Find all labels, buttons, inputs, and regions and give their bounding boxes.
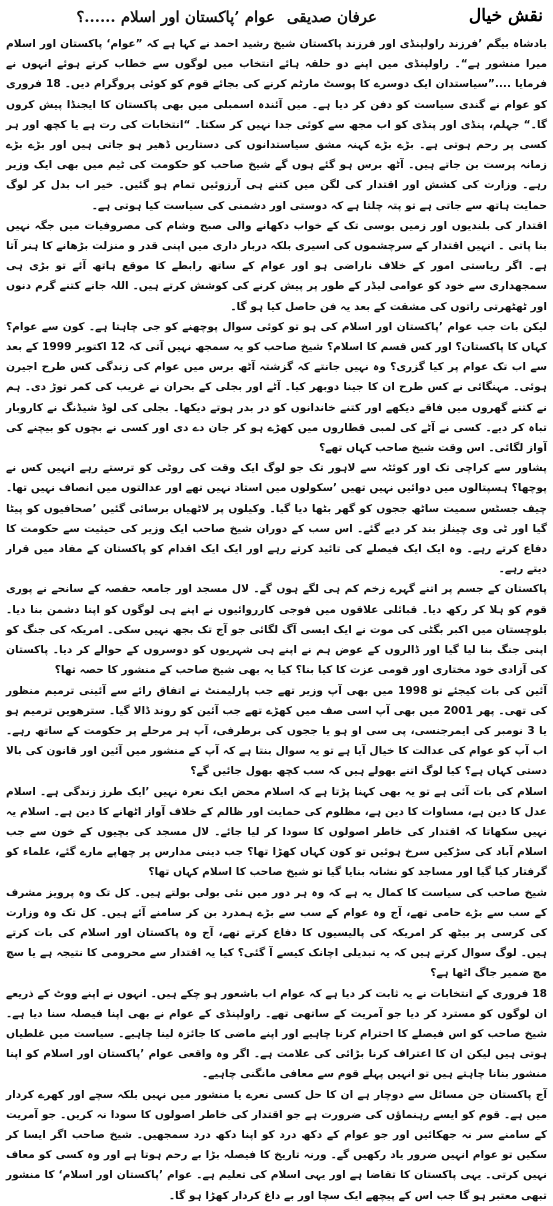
author-name: عرفان صدیقی (286, 8, 377, 26)
article-paragraph: آج پاکستان جن مسائل سے دوچار ہے ان کا حل کسی نعرے یا منشور میں نہیں بلکہ سچے اور کھرے کردار میں ہے۔ قوم کو ایسے رہنماؤں کی ضرورت ہے جو اقتدار کی خاطر اصولوں کا سودا نہ کریں۔ جو آمریت کے سامنے سر نہ جھکائیں اور جو عوام کے دکھ درد کو اپنا دکھ درد سمجھیں۔ شیخ صاحب اگر ایسا کر سکیں تو عوام انہیں ضرور یاد رکھیں گے۔ ورنہ تاریخ کا فیصلہ بڑا بے رحم ہوتا ہے اور وہ کسی کو معاف نہیں کرتی۔ یہی پاکستان کا تقاضا ہے اور یہی اسلام کی تعلیم ہے۔ عوام ’پاکستان اور اسلام‘ کا منشور تبھی معتبر ہو گا جب اس کے پیچھے ایک سچا اور بے داغ کردار کھڑا ہو گا۔ (6, 1088, 547, 1202)
article-paragraph: آئین کی بات کیجئے تو 1998 میں بھی آپ وزیر تھے جب پارلیمنٹ نے اتفاق رائے سے آئینی ترمیم منظور کی تھی۔ پھر 2001 میں بھی آپ اسی صف میں کھڑے تھے جب آئین کو روند ڈالا گیا۔ سترھویں ترمیم ہو یا 3 نومبر کی ایمرجنسی، پی سی او ہو یا ججوں کی برطرفی، آپ ہر مرحلے پر حکومت کے ساتھ رہے۔ اب آپ کو عوام کی عدالت کا خیال آیا ہے تو یہ سوال بنتا ہے کہ آپ کے منشور میں آئین اور قانون کی بالا دستی کہاں ہے؟ کیا لوگ اتنے بھولے ہیں کہ سب کچھ بھول جائیں گے؟ (6, 684, 548, 778)
column-name: نقش خیال (468, 6, 543, 26)
title-block (76, 8, 377, 26)
article-paragraph: اسلام کی بات آئی ہے تو یہ بھی کہنا پڑتا ہے کہ اسلام محض ایک نعرہ نہیں ’ایک طرز زندگی ہے۔ اسلام عدل کا دین ہے، مساوات کا دین ہے، مظلوم کی حمایت اور ظالم کے خلاف آواز اٹھانے کا دین ہے۔ اسلام یہ نہیں سکھاتا کہ اقتدار کی خاطر اصولوں کا سودا کر لیا جائے۔ لال مسجد کی بچیوں کے خون سے جب اسلام آباد کی سڑکیں سرخ ہوئیں تو کون کہاں کھڑا تھا؟ جب دینی مدارس پر چھاپے مارے گئے، علماء کو گرفتار کیا گیا اور مساجد کو نشانہ بنایا گیا تو شیخ صاحب کا اسلام کہاں تھا؟ (6, 785, 547, 879)
article-paragraph: 18 فروری کے انتخابات نے یہ ثابت کر دیا ہے کہ عوام اب باشعور ہو چکے ہیں۔ انہوں نے اپنے ووٹ کے ذریعے ان لوگوں کو مسترد کر دیا جو آمریت کے ساتھی تھے۔ راولپنڈی کے عوام نے بھی اپنا فیصلہ سنا دیا ہے۔ شیخ صاحب کو اس فیصلے کا احترام کرنا چاہیے اور اپنے ماضی کا جائزہ لینا چاہیے۔ سیاست میں غلطیاں ہوتی ہیں لیکن ان کا اعتراف کرنا بڑائی کی علامت ہے۔ اگر وہ واقعی عوام ’پاکستان اور اسلام کو اپنا منشور بنانا چاہتے ہیں تو انہیں پہلے قوم سے معافی مانگنی چاہیے۔ (6, 987, 547, 1081)
article-headline: عوام ’پاکستان اور اسلام ......؟ (76, 8, 275, 26)
article-paragraph: پاکستان کے جسم پر اتنے گہرے زخم کم ہی لگے ہوں گے۔ لال مسجد اور جامعہ حفصہ کے سانحے نے پوری قوم کو ہلا کر رکھ دیا۔ قبائلی علاقوں میں فوجی کارروائیوں نے اپنے ہی لوگوں کو اپنا دشمن بنا دیا۔ بلوچستان میں اکبر بگٹی کی موت نے ایک ایسی آگ لگائی جو آج تک بجھ نہیں سکی۔ امریکہ کی جنگ کو اپنی جنگ بنا لیا گیا اور ڈالروں کے عوض ہم نے اپنے ہی شہریوں کو دوسروں کے حوالے کر دیا۔ پاکستان کی آزادی خود مختاری اور قومی عزت کا کیا بنا؟ کیا یہ بھی شیخ صاحب کے منشور کا حصہ تھا؟ (6, 583, 547, 677)
article-paragraph: پشاور سے کراچی تک اور کوئٹہ سے لاہور تک جو لوگ ایک وقت کی روٹی کو ترستے رہے انہیں کس نے پوچھا؟ ہسپتالوں میں دوائیں نہیں تھیں ’سکولوں میں استاد نہیں تھے اور عدالتوں میں انصاف نہیں تھا۔ چیف جسٹس سمیت ساٹھ ججوں کو گھر بٹھا دیا گیا۔ وکیلوں پر لاٹھیاں برسائی گئیں ’صحافیوں کو پیٹا گیا اور ٹی وی چینلز بند کر دیے گئے۔ اس سب کے دوران شیخ صاحب ایک وزیر کی حیثیت سے حکومت کا دفاع کرتے رہے۔ وہ ایک ایک فیصلے کی تائید کرتے رہے اور ایک ایک اقدام کو پاکستان کے مفاد میں قرار دیتے رہے۔ (6, 462, 547, 576)
article-body (6, 34, 548, 1202)
article-paragraph: اقتدار کی بلندیوں اور زمیں بوسی تک کے خواب دکھانے والی صبح وشام کی مصروفیات میں جگہ نہیں بنا پاتی ۔ انہیں اقتدار کے سرچشموں کی اسیری بلکہ دربار داری میں اپنی قدر و منزلت بڑھانے کا ہنر آتا ہے۔ اگر ریاستی امور کے خلاف ناراضی ہو اور عوام کے ساتھ رابطے کا موقع ہاتھ آئے تو بڑی ہی سمجھداری سے خود کو عوامی لیڈر کے طور پر پیش کرنے کی کوشش کرتے ہیں۔ اللہ جانے کتنے گرم دنوں اور ٹھٹھرتی راتوں کی مشقت کے بعد یہ فن حاصل کیا ہو گا۔ (6, 219, 547, 313)
article-paragraph: لیکن بات جب عوام ’پاکستان اور اسلام کی ہو تو کوئی سوال پوچھنے کو جی چاہتا ہے۔ کون سے عوام؟ کہاں کا پاکستان؟ اور کس قسم کا اسلام؟ شیخ صاحب کو یہ سمجھ نہیں آتی کہ 12 اکتوبر 1999 کے بعد سے اب تک عوام پر کیا گزری؟ وہ نہیں جانتے کہ گزشتہ آٹھ برس میں عوام کی زندگی کس طرح اجیرن ہوئی۔ مہنگائی نے کس طرح ان کا جینا دوبھر کیا۔ آٹے اور بجلی کے بحران نے غریب کی کمر توڑ دی۔ ہم نے کتنے گھروں میں فاقے دیکھے اور کتنے خاندانوں کو در بدر ہوتے دیکھا۔ بجلی کی لوڈ شیڈنگ نے کاروبار تباہ کر دیے۔ کسی نے آٹے کی لمبی قطاروں میں کھڑے ہو کر جان دے دی اور کسی نے بچوں کو بیچنے کی آواز لگائی۔ اس وقت شیخ صاحب کہاں تھے؟ (6, 320, 547, 455)
column-header (6, 4, 547, 34)
article-paragraph: شیخ صاحب کی سیاست کا کمال یہ ہے کہ وہ ہر دور میں نئی بولی بولتے ہیں۔ کل تک وہ پرویز مشرف کے سب سے بڑے حامی تھے، آج وہ عوام کے سب سے بڑے ہمدرد بن کر سامنے آئے ہیں۔ کل تک وہ وزارت کی کرسی پر بیٹھ کر امریکہ کی پالیسیوں کا دفاع کرتے تھے، آج وہ پاکستان اور اسلام کی بات کرتے ہیں۔ لوگ سوال کرتے ہیں کہ یہ تبدیلی اچانک کیسے آ گئی؟ کیا یہ اقتدار سے محرومی کا نتیجہ ہے یا سچ مچ ضمیر جاگ اٹھا ہے؟ (6, 886, 547, 980)
article-paragraph: بادشاہ بیگم ’فرزند راولپنڈی اور فرزند پاکستان شیخ رشید احمد نے کہا ہے کہ ”عوام‘ پاکستان اور اسلام میرا منشور ہے“۔ راولپنڈی میں اپنے دو حلقہ ہائے انتخاب میں لوگوں سے خطاب کرتے ہوئے انہوں نے فرمایا ....”سیاستدان ایک دوسرے کا پوسٹ مارٹم کرنے کی بجائے قوم کو کوئی پروگرام دیں۔ 18 فروری کو عوام نے گندی سیاست کو دفن کر دیا ہے۔ میں آئندہ اسمبلی میں بھی پاکستان کا ایجنڈا پیش کروں گا۔“ جہلم، پنڈی اور پنڈی کو اب مجھ سے کوئی جدا نہیں کر سکتا۔ “انتخابات کی رت ہے یا کچھ اور ہر کسی پر رحم ہوتی ہے۔ بڑے بڑے کہنہ مشق سیاستدانوں کی دستاریں ڈھیر ہو جاتی ہیں اور بڑے بڑے زمانہ پرست بن جاتے ہیں۔ آٹھ برس ہو گئے ہوں گے شیخ صاحب کو حکومت کی ٹیم میں بھی ایک وزیر رہے۔ وزارت کی کشش اور اقتدار کی لگن میں کتنے ہی آرزوئیں تمام ہو گئیں۔ خیر اب بدل کر لوگ حمایت ہاتھ سے جاتی ہے تو پتہ چلتا ہے کہ دوستی اور دشمنی کی سیاست کیا ہوتی ہے۔ (6, 38, 548, 212)
